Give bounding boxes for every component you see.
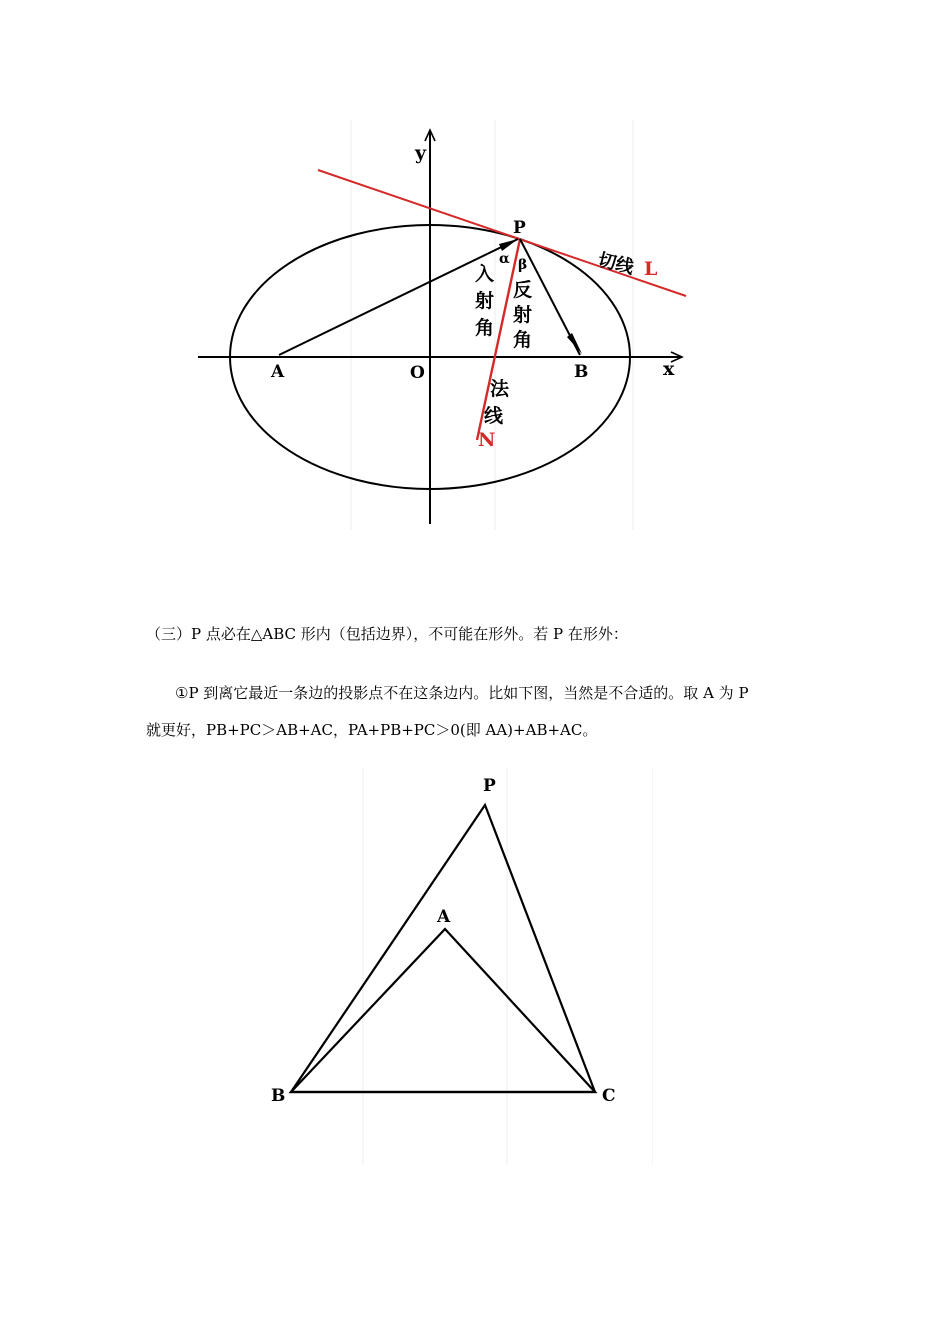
- incident-angle-char-2: 射: [475, 290, 495, 312]
- beta-label: β: [518, 257, 528, 273]
- y-axis-label: y: [415, 142, 427, 164]
- triangle-diagram: [258, 768, 653, 1165]
- point-c-label: C: [602, 1086, 616, 1106]
- tangent-letter: L: [644, 258, 658, 280]
- point-b-label: B: [271, 1086, 286, 1106]
- tangent-label: 切线: [595, 249, 636, 279]
- paragraph-inequality: 就更好，PB+PC＞AB+AC，PA+PB+PC＞0(即 AA)+AB+AC。: [146, 721, 598, 739]
- point-p-label: P: [483, 776, 496, 796]
- point-p-label: P: [513, 218, 526, 238]
- origin-label: O: [410, 363, 425, 383]
- paragraph-projection: ①P 到离它最近一条边的投影点不在这条边内。比如下图，当然是不合适的。取 A 为 P: [175, 684, 749, 702]
- incident-angle-char-1: 入: [475, 263, 495, 285]
- reflected-arrow-icon: [567, 333, 582, 354]
- point-b-label: B: [574, 362, 589, 382]
- reflect-angle-char-3: 角: [513, 329, 533, 351]
- reflect-angle-char-1: 反: [513, 279, 533, 301]
- point-a-label: A: [437, 907, 451, 927]
- alpha-label: α: [499, 251, 510, 267]
- ellipse-reflection-diagram: [193, 120, 693, 530]
- normal-char-1: 法: [490, 378, 510, 400]
- point-a-label: A: [271, 362, 285, 382]
- incident-arrow-icon: [499, 239, 518, 251]
- normal-char-2: 线: [484, 405, 504, 427]
- normal-letter: N: [478, 429, 496, 451]
- paragraph-case-three: （三）P 点必在△ABC 形内（包括边界），不可能在形外。若 P 在形外：: [146, 625, 628, 643]
- reflect-angle-char-2: 射: [513, 304, 533, 326]
- outer-triangle-pbc: [291, 805, 595, 1092]
- inner-triangle-abc: [291, 929, 595, 1092]
- x-axis-label: x: [663, 358, 675, 380]
- incident-angle-char-3: 角: [475, 317, 495, 339]
